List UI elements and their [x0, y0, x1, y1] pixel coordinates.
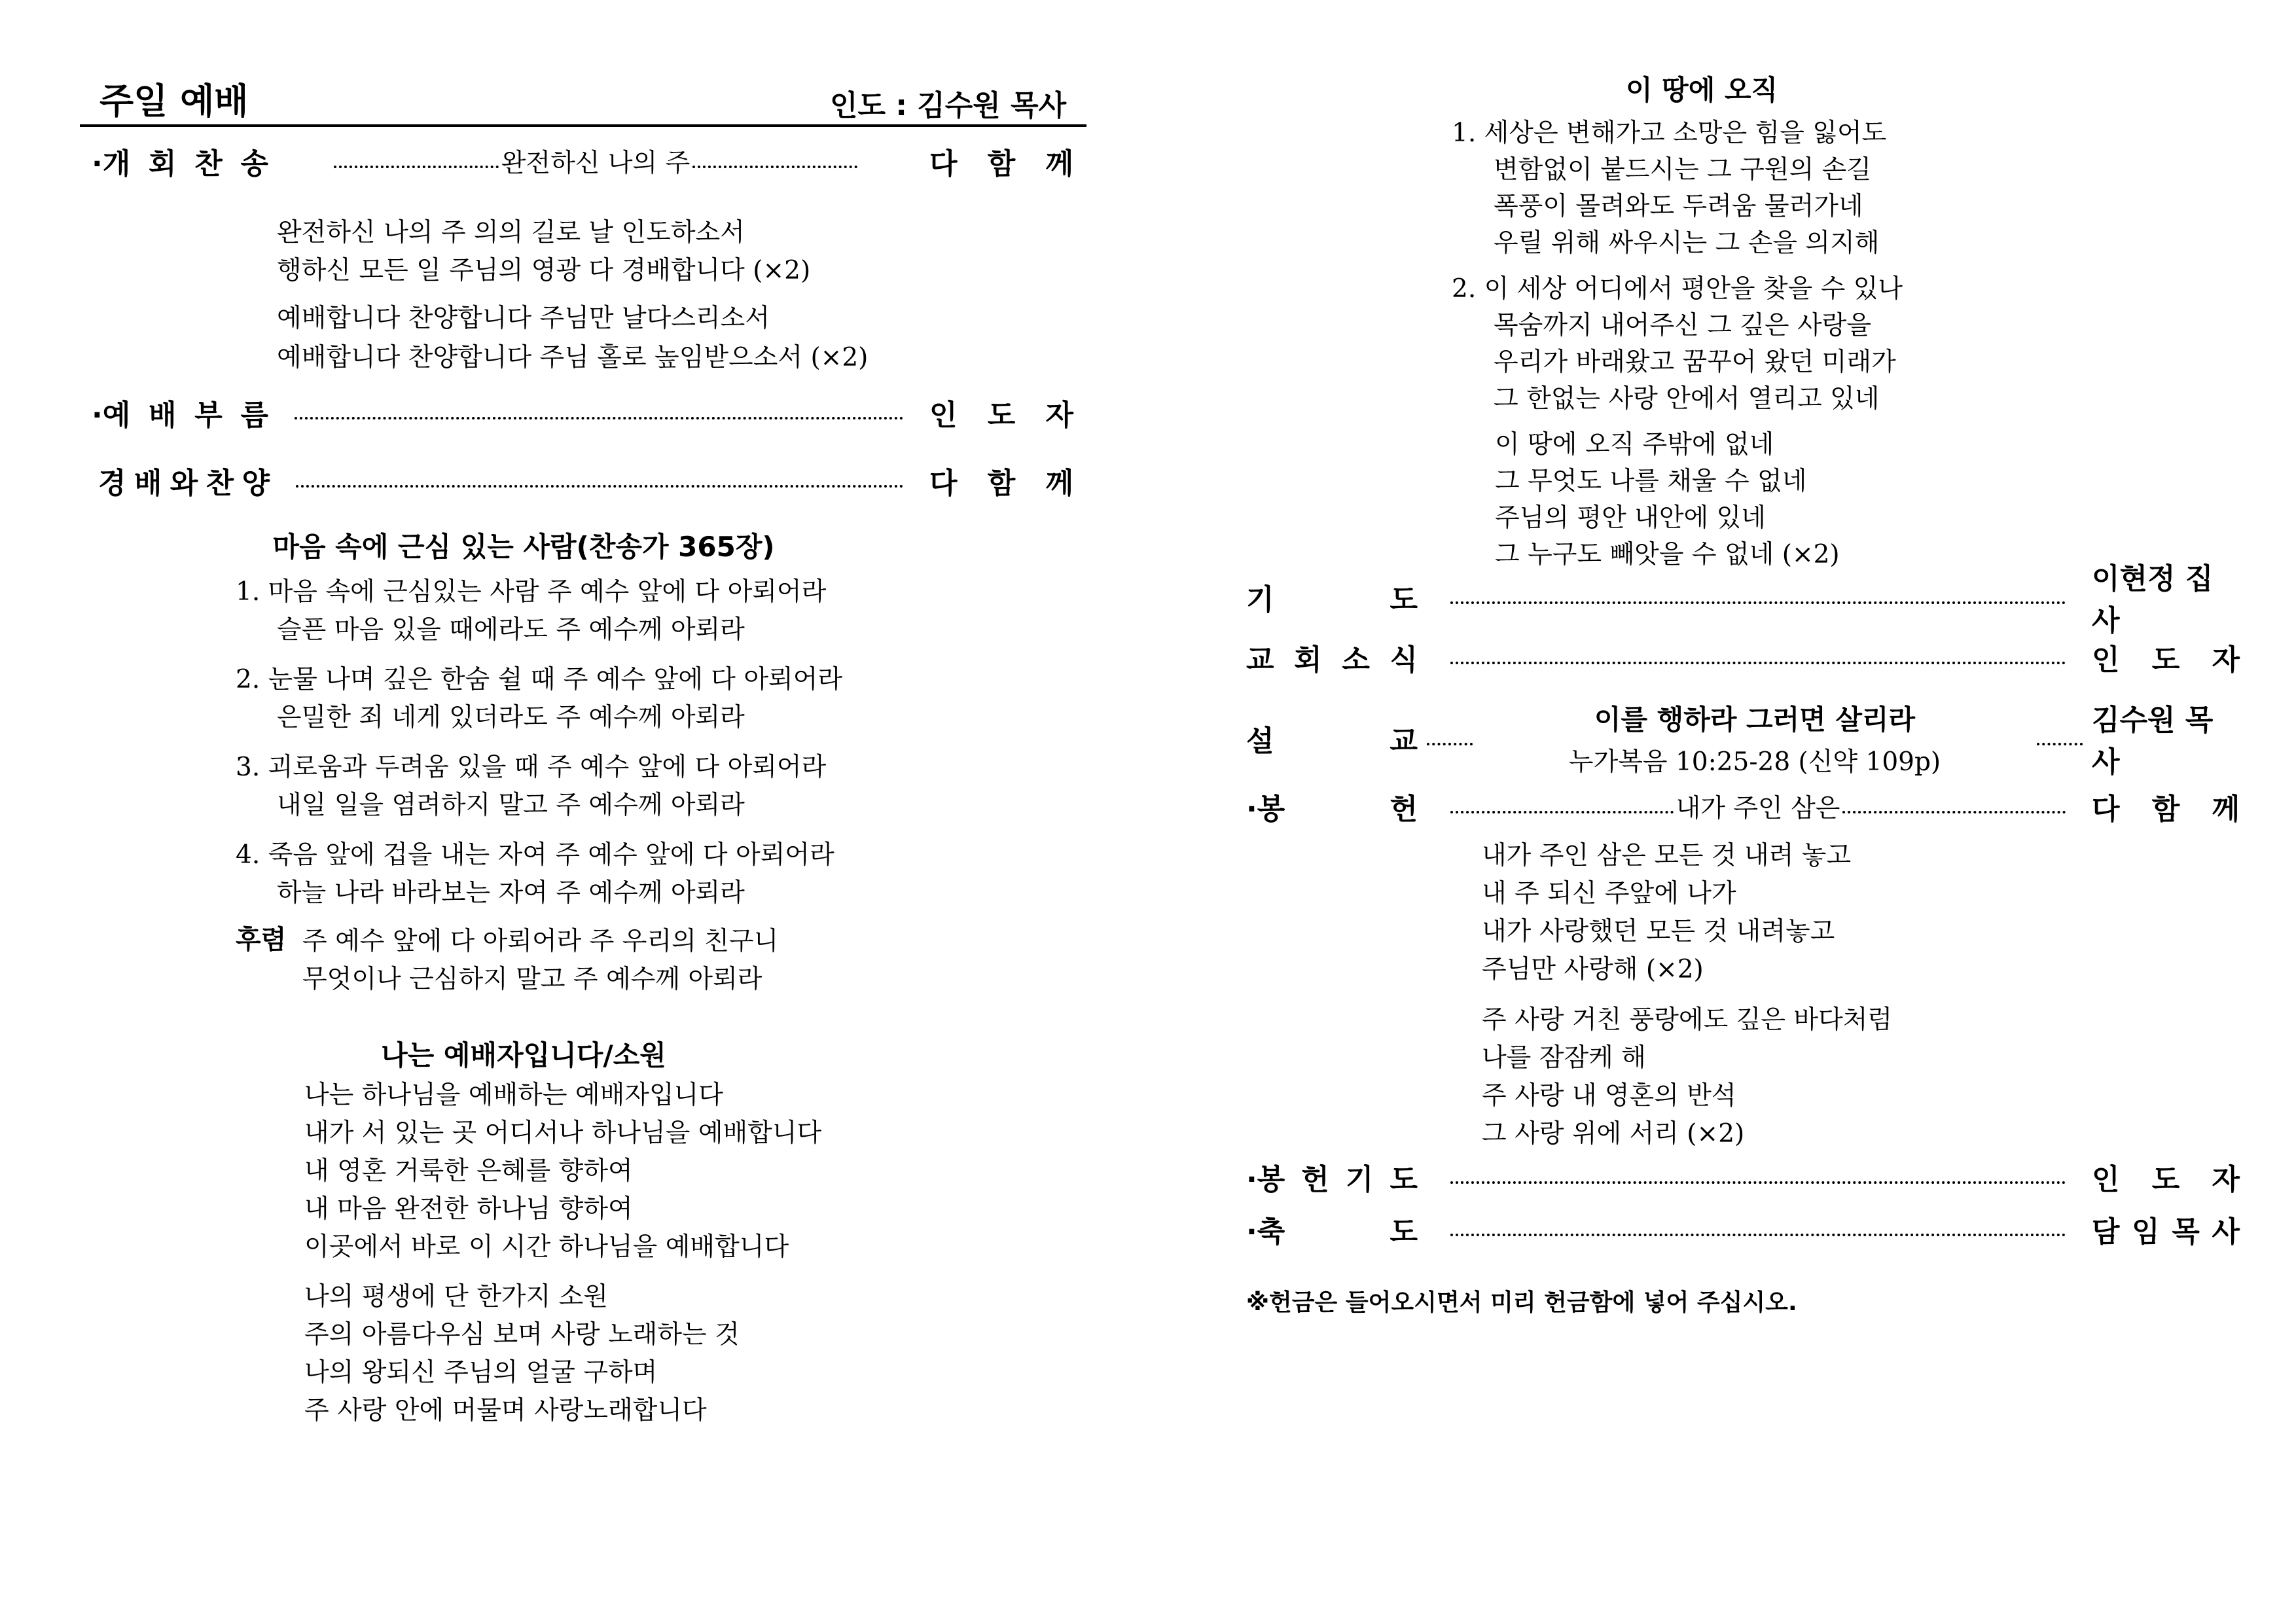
lyric-line: 내가 주인 삼은 모든 것 내려 놓고: [1482, 841, 1852, 870]
who-char: 다: [2092, 793, 2120, 826]
label-char: ·개: [92, 147, 131, 181]
label-char: 교: [1246, 643, 1274, 677]
label-char: 배: [148, 399, 177, 432]
label-char: 헌: [1301, 1163, 1329, 1196]
leader-dots: [334, 143, 857, 179]
lyric-line: 예배합니다 찬양합니다 주님 홀로 높임받으소서 (×2): [277, 343, 869, 372]
leader-dots: [1450, 1222, 2066, 1236]
who-char: 께: [1045, 147, 1073, 181]
leader-dots: [1450, 1169, 2066, 1184]
lyric-line: 나는 하나님을 예배하는 예배자입니다: [304, 1080, 723, 1110]
label-char: 식: [1390, 643, 1418, 677]
label-char: 소: [1342, 643, 1370, 677]
lyric-line: 주 사랑 안에 머물며 사랑노래합니다: [304, 1396, 707, 1425]
who-char: 함: [2151, 793, 2180, 826]
verse-line: 목숨까지 내어주신 그 깊은 사랑을: [1494, 311, 1872, 340]
lyric-line: 이곳에서 바로 이 시간 하나님을 예배합니다: [304, 1232, 789, 1262]
lyric-line: 나를 잠잠케 해: [1482, 1043, 1646, 1073]
leader-dots: [1450, 650, 2066, 664]
who-char: 도: [2151, 643, 2180, 677]
lyric-line: 예배합니다 찬양합니다 주님만 날다스리소서: [277, 304, 770, 333]
song-name: 내가 주인 삼은: [1676, 794, 1840, 823]
label-char: 도: [1390, 583, 1418, 616]
lyric-line: 나의 왕되신 주님의 얼굴 구하며: [304, 1358, 658, 1387]
offering-note: ※헌금은 들어오시면서 미리 헌금함에 넣어 주십시오.: [1246, 1289, 1797, 1316]
row-label: [1246, 717, 1418, 759]
row-label: [1246, 576, 1418, 618]
label-char: 회: [1294, 643, 1322, 677]
who-char: 께: [1045, 467, 1073, 500]
verse-line: 폭풍이 몰려와도 두려움 물러가네: [1494, 192, 1863, 221]
chorus-line: 이 땅에 오직 주밖에 없네: [1495, 430, 1774, 459]
who-char: 임: [2132, 1215, 2160, 1249]
leader-name: 인도 : 김수원 목사: [830, 89, 1067, 122]
sermon-scripture: 누가복음 10:25-28 (신약 109p): [1568, 747, 1941, 777]
label-char: 경: [98, 467, 126, 500]
row-who: [2092, 555, 2240, 639]
label-char: 교: [1390, 724, 1418, 758]
label-char: 름: [240, 399, 268, 432]
chorus-line: 그 무엇도 나를 채울 수 없네: [1495, 467, 1807, 496]
verse-line: 4. 죽음 앞에 겁을 내는 자여 주 예수 앞에 다 아뢰어라: [236, 840, 834, 870]
who-char: 담: [2092, 1215, 2120, 1249]
label-char: ·예: [92, 399, 131, 432]
lyric-line: 완전하신 나의 주 의의 길로 날 인도하소서: [277, 218, 745, 247]
sermon-title: 이를 행하라 그러면 살리라: [1594, 704, 1916, 736]
row-label: [1246, 1156, 1418, 1198]
label-char: 도: [1390, 1215, 1418, 1249]
label-char: 기: [1345, 1163, 1374, 1196]
row-label: [1246, 636, 1418, 678]
order-row-offering-prayer: [1246, 1157, 2240, 1196]
who-char: 다: [929, 467, 958, 500]
order-row-praise: [98, 461, 1073, 500]
row-who: [2092, 1156, 2240, 1198]
row-who: [2092, 785, 2240, 827]
label-char: ·봉: [1246, 1163, 1285, 1196]
verse-line: 슬픈 마음 있을 때에라도 주 예수께 아뢰라: [277, 615, 745, 645]
who-name: 이현정 집사: [2092, 562, 2214, 637]
who-char: 목: [2172, 1215, 2200, 1249]
verse-line: 은밀한 죄 네게 있더라도 주 예수께 아뢰라: [277, 703, 745, 732]
row-who: [2092, 696, 2240, 780]
lyric-line: 행하신 모든 일 주님의 영광 다 경배합니다 (×2): [277, 256, 811, 285]
label-char: 설: [1246, 724, 1274, 758]
lyric-line: 주 사랑 내 영혼의 반석: [1482, 1081, 1736, 1111]
lyric-line: 주의 아름다우심 보며 사랑 노래하는 것: [304, 1320, 740, 1349]
order-row-sermon: [1246, 704, 2240, 779]
refrain-line: 주 예수 앞에 다 아뢰어라 주 우리의 친구니: [302, 927, 779, 956]
song-name: 완전하신 나의 주: [501, 149, 691, 178]
who-char: 인: [929, 399, 958, 432]
verse-line: 변함없이 붙드시는 그 구원의 손길: [1494, 155, 1872, 185]
label-char: 배: [134, 467, 162, 500]
verse-line: 내일 일을 염려하지 말고 주 예수께 아뢰라: [277, 791, 745, 820]
lyric-line: 주 사랑 거친 풍랑에도 깊은 바다처럼: [1482, 1005, 1893, 1035]
label-char: 찬: [206, 467, 234, 500]
order-row-call-to-worship: [92, 393, 1073, 432]
row-label: [1246, 1208, 1418, 1250]
who-char: 함: [987, 467, 1016, 500]
lyric-line: 내가 사랑했던 모든 것 내려놓고: [1482, 917, 1835, 946]
label-char: 와: [170, 467, 198, 500]
row-who: [2092, 636, 2240, 678]
verse-line: 그 한없는 사랑 안에서 열리고 있네: [1494, 384, 1880, 414]
chorus-line: 주님의 평안 내안에 있네: [1495, 503, 1766, 533]
order-row-opening-hymn: [92, 141, 1073, 181]
row-label: [92, 140, 268, 182]
lyric-line: 주님만 사랑해 (×2): [1482, 955, 1704, 984]
order-row-church-news: [1246, 637, 2240, 677]
lyric-line: 나의 평생에 단 한가지 소원: [304, 1282, 609, 1311]
who-char: 께: [2212, 793, 2240, 826]
row-who: [929, 391, 1073, 433]
label-char: 도: [1390, 1163, 1418, 1196]
lyric-line: 내 주 되신 주앞에 나가: [1482, 879, 1736, 908]
lyric-line: 내 마음 완전한 하나님 향하여: [304, 1194, 633, 1224]
who-name: 김수원 목사: [2092, 704, 2214, 779]
song-title: 이 땅에 오직: [1625, 74, 1778, 106]
leader-dots: [1427, 698, 2083, 778]
verse-line: 2. 이 세상 어디에서 평안을 찾을 수 있나: [1452, 274, 1903, 304]
row-who: [2092, 1208, 2240, 1250]
verse-line: 1. 마음 속에 근심있는 사람 주 예수 앞에 다 아뢰어라: [236, 577, 827, 607]
song-title: 나는 예배자입니다/소원: [381, 1039, 666, 1071]
who-char: 다: [929, 147, 958, 181]
verse-line: 우리가 바래왔고 꿈꾸어 왔던 미래가: [1494, 348, 1896, 377]
sermon-block: [1473, 698, 2037, 778]
who-char: 자: [2212, 1163, 2240, 1196]
label-char: ·축: [1246, 1215, 1285, 1249]
header-rule: [80, 124, 1086, 127]
leader-dots: [1450, 788, 2066, 825]
chorus-line: 그 누구도 빼앗을 수 없네 (×2): [1495, 540, 1840, 569]
who-char: 도: [987, 399, 1016, 432]
leader-dots: [295, 405, 903, 419]
label-char: 송: [240, 147, 268, 181]
leader-dots: [1450, 590, 2066, 604]
page-title: 주일 예배: [99, 80, 249, 122]
row-label: [98, 459, 270, 501]
order-row-prayer: [1246, 562, 2240, 637]
refrain-line: 무엇이나 근심하지 말고 주 예수께 아뢰라: [302, 965, 762, 994]
who-char: 인: [2092, 643, 2120, 677]
label-char: 기: [1246, 583, 1274, 616]
label-char: 찬: [194, 147, 223, 181]
verse-line: 3. 괴로움과 두려움 있을 때 주 예수 앞에 다 아뢰어라: [236, 753, 827, 782]
who-char: 사: [2212, 1215, 2240, 1249]
row-who: [929, 140, 1073, 182]
label-char: 헌: [1390, 793, 1418, 826]
verse-line: 우릴 위해 싸우시는 그 손을 의지해: [1494, 228, 1880, 258]
order-row-benediction: [1246, 1209, 2240, 1249]
lyric-line: 내가 서 있는 곳 어디서나 하나님을 예배합니다: [304, 1118, 822, 1148]
who-char: 자: [1045, 399, 1073, 432]
who-char: 함: [987, 147, 1016, 181]
who-char: 자: [2212, 643, 2240, 677]
verse-line: 1. 세상은 변해가고 소망은 힘을 잃어도: [1452, 118, 1887, 148]
label-char: ·봉: [1246, 793, 1285, 826]
row-label: [1246, 785, 1418, 827]
lyric-line: 그 사랑 위에 서리 (×2): [1482, 1119, 1745, 1149]
who-char: 도: [2151, 1163, 2180, 1196]
label-char: 부: [194, 399, 223, 432]
song-title: 마음 속에 근심 있는 사람(찬송가 365장): [272, 531, 775, 563]
label-char: 양: [242, 467, 270, 500]
row-who: [929, 459, 1073, 501]
who-char: 인: [2092, 1163, 2120, 1196]
label-char: 회: [148, 147, 177, 181]
verse-line: 하늘 나라 바라보는 자여 주 예수께 아뢰라: [277, 878, 745, 908]
order-row-offering: [1246, 787, 2240, 826]
verse-line: 2. 눈물 나며 깊은 한숨 쉴 때 주 예수 앞에 다 아뢰어라: [236, 665, 843, 694]
row-label: [92, 391, 268, 433]
leader-dots: [296, 473, 903, 488]
refrain-label: 후렴: [236, 925, 287, 955]
lyric-line: 내 영혼 거룩한 은혜를 향하여: [304, 1156, 633, 1186]
